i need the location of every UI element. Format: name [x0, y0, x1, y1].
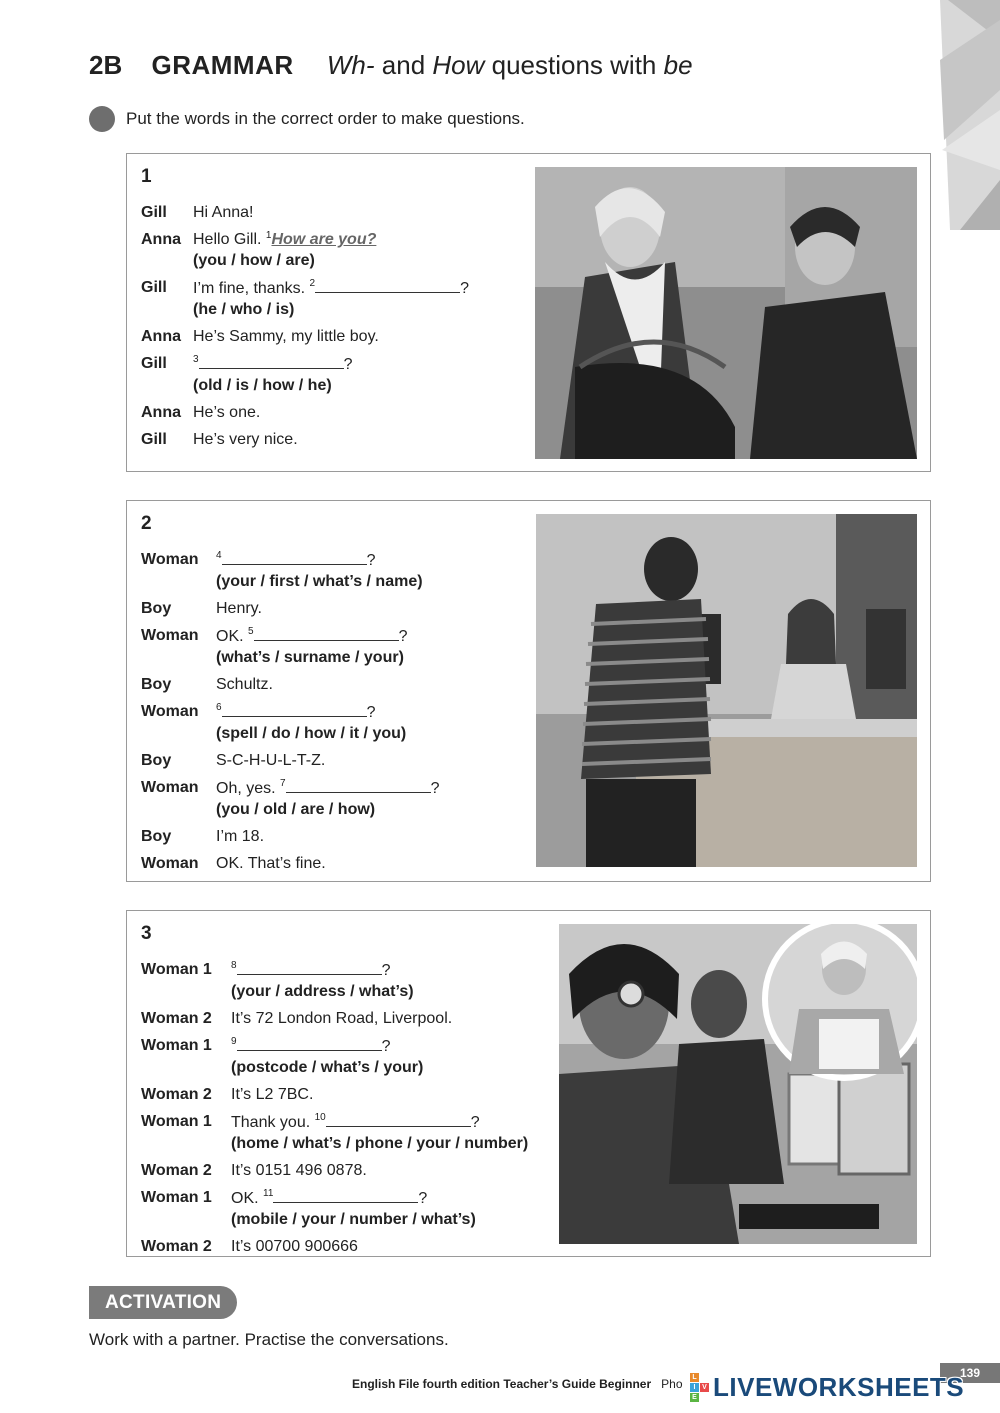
- word-cue: (your / first / what’s / name): [216, 573, 423, 590]
- speaker-name: Woman: [141, 703, 199, 720]
- dialogue-line: [141, 1035, 528, 1078]
- dialogue-line: [141, 429, 469, 450]
- unit-number: 2B: [89, 50, 123, 80]
- speaker-name: Woman 1: [141, 1037, 212, 1054]
- dialogue-line: [141, 1236, 528, 1257]
- speaker-name: Anna: [141, 328, 181, 345]
- dialogue-line: [141, 853, 440, 874]
- question-number: 7: [280, 778, 286, 789]
- speaker-name: Woman 1: [141, 961, 212, 978]
- dialogue-text: He’s one.: [193, 404, 261, 421]
- word-cue: (you / how / are): [193, 252, 315, 269]
- question-item: I’m fine, thanks. $^2$ ? (he / who / is): [193, 278, 469, 318]
- dialogue-line: [141, 1187, 528, 1230]
- dialogue-text: It’s L2 7BC.: [231, 1086, 314, 1103]
- exercise-number: 3: [141, 923, 152, 944]
- question-item: Hello Gill. $^1$How are you? (you / how / are): [193, 230, 377, 269]
- word-cue: (what’s / surname / your): [216, 649, 404, 666]
- dialogue-line: [141, 959, 528, 1002]
- dialogue-text: Hi Anna!: [193, 204, 254, 221]
- instruction: Put the words in the correct order to make questions.: [89, 106, 525, 132]
- speaker-name: Gill: [141, 431, 167, 448]
- dialogue-line: [141, 1111, 528, 1154]
- answer-blank[interactable]: [273, 1187, 418, 1203]
- answer-blank[interactable]: [237, 1035, 382, 1051]
- word-cue: (old / is / how / he): [193, 377, 332, 394]
- dialogue: [141, 202, 469, 456]
- speaker-name: Woman 2: [141, 1162, 212, 1179]
- speaker-name: Woman 1: [141, 1113, 212, 1130]
- speaker-name: Anna: [141, 404, 181, 421]
- question-number: 11: [263, 1188, 274, 1199]
- section-word: GRAMMAR: [151, 50, 294, 80]
- answer-blank[interactable]: [254, 625, 399, 641]
- speaker-name: Woman 2: [141, 1238, 212, 1255]
- question-item: $^8$ ? (your / address / what’s): [231, 960, 414, 1000]
- speaker-name: Gill: [141, 355, 167, 372]
- dialogue-text: It’s 72 London Road, Liverpool.: [231, 1010, 453, 1027]
- dialogue-line: [141, 326, 469, 347]
- footer: English File fourth edition Teacher’s Guide Beginner Pho: [352, 1377, 683, 1391]
- dialogue-text: S-C-H-U-L-T-Z.: [216, 752, 326, 769]
- dialogue-text: He’s Sammy, my little boy.: [193, 328, 379, 345]
- question-number: 3: [193, 354, 199, 365]
- dialogue-line: [141, 598, 440, 619]
- word-cue: (you / old / are / how): [216, 801, 376, 818]
- question-number: 4: [216, 550, 222, 561]
- question-item: $^6$ ? (spell / do / how / it / you): [216, 702, 407, 742]
- question-number: 2: [309, 278, 316, 289]
- dialogue: [141, 959, 528, 1263]
- dialogue-text: It’s 0151 496 0878.: [231, 1162, 367, 1179]
- question-number: 6: [216, 702, 222, 713]
- word-cue: (spell / do / how / it / you): [216, 725, 407, 742]
- activation-badge: ACTIVATION: [89, 1286, 237, 1319]
- speaker-name: Boy: [141, 828, 172, 845]
- dialogue-line: [141, 353, 469, 396]
- question-number: 8: [231, 960, 237, 971]
- dialogue-line: [141, 674, 440, 695]
- photo-reception-desk: [536, 514, 917, 867]
- liveworksheets-text: LIVEWORKSHEETS: [713, 1372, 965, 1402]
- photo-call-centre: [559, 924, 917, 1244]
- question-item: $^9$ ? (postcode / what’s / your): [231, 1036, 424, 1076]
- speaker-name: Anna: [141, 231, 181, 248]
- word-cue: (mobile / your / number / what’s): [231, 1211, 476, 1228]
- speaker-name: Gill: [141, 204, 167, 221]
- liveworksheets-watermark[interactable]: [690, 1372, 964, 1403]
- liveworksheets-logo-icon: L I V E: [690, 1373, 709, 1402]
- word-cue: (postcode / what’s / your): [231, 1059, 424, 1076]
- dialogue-line: [141, 625, 440, 668]
- dialogue-text: He’s very nice.: [193, 431, 298, 448]
- question-item: OK. $^5$ ? (what’s / surname / your): [216, 626, 408, 666]
- question-number: 5: [248, 626, 254, 637]
- dialogue-line: [141, 229, 469, 271]
- answer-blank[interactable]: [222, 549, 367, 565]
- activation-text: Work with a partner. Practise the conversations.: [89, 1330, 449, 1349]
- answer-blank[interactable]: [286, 777, 431, 793]
- speaker-name: Boy: [141, 600, 172, 617]
- dialogue-line: [141, 402, 469, 423]
- answer-blank[interactable]: [237, 959, 382, 975]
- exercise-box-1: [126, 153, 931, 472]
- dialogue-line: [141, 1008, 528, 1029]
- word-cue: (home / what’s / phone / your / number): [231, 1135, 529, 1152]
- speaker-name: Woman: [141, 855, 199, 872]
- dialogue-line: [141, 277, 469, 320]
- dialogue-line: [141, 1160, 528, 1181]
- photo-two-women-with-pram: [535, 167, 917, 459]
- question-item: OK. $^{11}$ ? (mobile / your / number / what’s): [231, 1188, 476, 1228]
- exercise-box-2: [126, 500, 931, 882]
- question-item: Thank you. $^{10}$ ? (home / what’s / phone / your / number): [231, 1112, 529, 1152]
- dialogue: [141, 549, 440, 880]
- example-answer: How are you?: [271, 231, 377, 248]
- question-number: 10: [314, 1112, 326, 1123]
- question-item: $^3$ ? (old / is / how / he): [193, 354, 353, 394]
- dialogue-line: [141, 777, 440, 820]
- answer-blank[interactable]: [222, 701, 367, 717]
- speaker-name: Woman: [141, 551, 199, 568]
- speaker-name: Woman 2: [141, 1086, 212, 1103]
- speaker-name: Woman 1: [141, 1189, 212, 1206]
- question-number: 9: [231, 1036, 237, 1047]
- question-item: Oh, yes. $^7$ ? (you / old / are / how): [216, 778, 440, 818]
- question-number: 1: [265, 230, 272, 241]
- exercise-number: 2: [141, 513, 152, 534]
- dialogue-text: OK. That’s fine.: [216, 855, 326, 872]
- speaker-name: Woman: [141, 779, 199, 796]
- answer-blank[interactable]: [326, 1111, 471, 1127]
- speaker-name: Woman: [141, 627, 199, 644]
- page-title: 2B GRAMMAR Wh- and How questions with be: [89, 50, 693, 80]
- speaker-name: Boy: [141, 676, 172, 693]
- dialogue-line: [141, 549, 440, 592]
- dialogue-text: Henry.: [216, 600, 262, 617]
- page-number: 139: [940, 1363, 1000, 1383]
- exercise-box-3: [126, 910, 931, 1257]
- dialogue-text: It’s 00700 900666: [231, 1238, 358, 1255]
- dialogue-line: [141, 826, 440, 847]
- dialogue-line: [141, 202, 469, 223]
- corner-decoration: [940, 0, 1000, 230]
- dialogue-line: [141, 701, 440, 744]
- word-cue: (your / address / what’s): [231, 983, 414, 1000]
- question-item: $^4$ ? (your / first / what’s / name): [216, 550, 423, 590]
- speaker-name: Woman 2: [141, 1010, 212, 1027]
- answer-blank[interactable]: [199, 353, 344, 369]
- word-cue: (he / who / is): [193, 301, 295, 318]
- dialogue-line: [141, 750, 440, 771]
- speaker-name: Gill: [141, 279, 167, 296]
- bullet-icon: [89, 106, 115, 132]
- dialogue-text: Schultz.: [216, 676, 273, 693]
- exercise-number: 1: [141, 166, 152, 187]
- speaker-name: Boy: [141, 752, 172, 769]
- answer-blank[interactable]: [315, 277, 460, 293]
- dialogue-text: I’m 18.: [216, 828, 265, 845]
- dialogue-line: [141, 1084, 528, 1105]
